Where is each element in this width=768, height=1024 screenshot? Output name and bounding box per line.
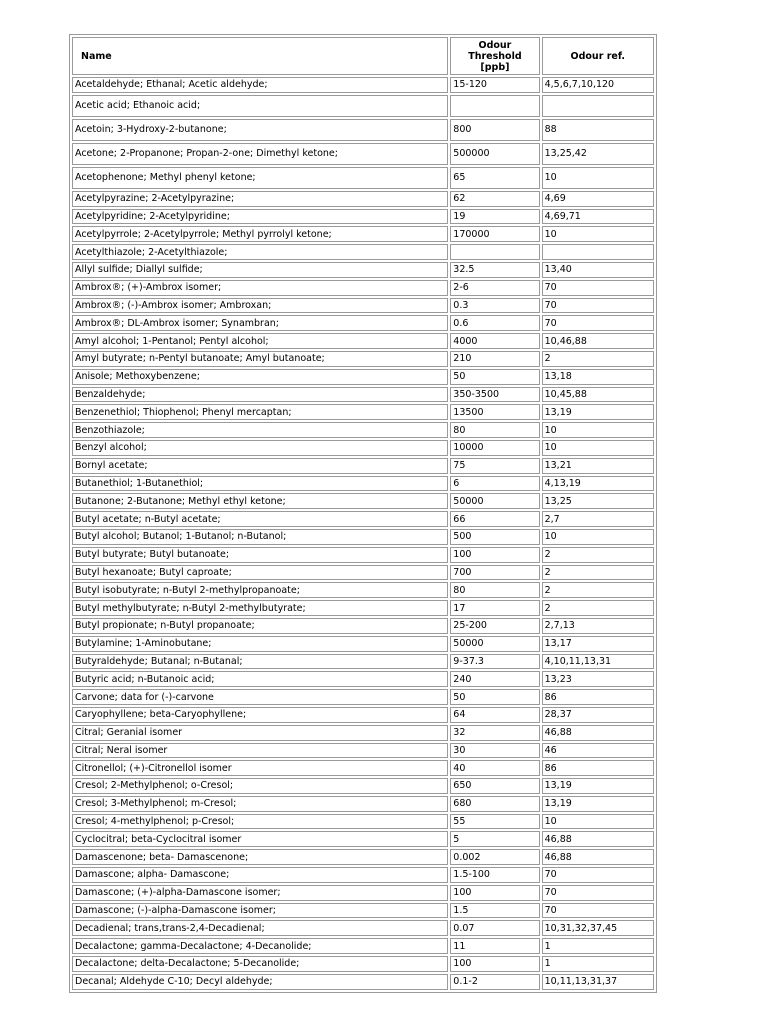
cell-odour-threshold: 800 bbox=[450, 119, 539, 141]
table-row bbox=[72, 191, 654, 207]
cell-odour-threshold bbox=[450, 95, 539, 117]
cell-odour-ref: 2 bbox=[542, 351, 654, 367]
cell-odour-threshold: 680 bbox=[450, 796, 539, 812]
table-row bbox=[72, 814, 654, 830]
table-row bbox=[72, 440, 654, 456]
cell-odour-ref: 70 bbox=[542, 903, 654, 919]
cell-odour-threshold: 80 bbox=[450, 582, 539, 598]
cell-odour-ref: 4,5,6,7,10,120 bbox=[542, 77, 654, 93]
cell-odour-threshold: 1.5 bbox=[450, 903, 539, 919]
table-row bbox=[72, 938, 654, 954]
cell-odour-threshold: 0.3 bbox=[450, 298, 539, 314]
table-row bbox=[72, 422, 654, 438]
header-odour-threshold: Odour Threshold [ppb] bbox=[450, 37, 539, 75]
cell-name: Acetylpyrrole; 2-Acetylpyrrole; Methyl pyrrolyl ketone; bbox=[72, 226, 448, 242]
cell-odour-ref: 13,19 bbox=[542, 778, 654, 794]
cell-odour-ref: 70 bbox=[542, 280, 654, 296]
table-row bbox=[72, 351, 654, 367]
table-row bbox=[72, 458, 654, 474]
cell-odour-ref: 70 bbox=[542, 867, 654, 883]
cell-odour-threshold: 240 bbox=[450, 671, 539, 687]
cell-odour-threshold: 13500 bbox=[450, 404, 539, 420]
cell-name: Decalactone; delta-Decalactone; 5-Decanolide; bbox=[72, 956, 448, 972]
cell-name: Butanone; 2-Butanone; Methyl ethyl ketone; bbox=[72, 493, 448, 509]
cell-odour-threshold: 50 bbox=[450, 689, 539, 705]
cell-odour-threshold: 30 bbox=[450, 743, 539, 759]
cell-odour-threshold: 350-3500 bbox=[450, 387, 539, 403]
cell-name: Acetic acid; Ethanoic acid; bbox=[72, 95, 448, 117]
table-row bbox=[72, 885, 654, 901]
cell-odour-ref: 46 bbox=[542, 743, 654, 759]
table-row bbox=[72, 920, 654, 936]
cell-odour-threshold: 55 bbox=[450, 814, 539, 830]
cell-name: Butyraldehyde; Butanal; n-Butanal; bbox=[72, 654, 448, 670]
cell-odour-ref: 70 bbox=[542, 315, 654, 331]
cell-name: Damascone; (-)-alpha-Damascone isomer; bbox=[72, 903, 448, 919]
cell-odour-ref: 1 bbox=[542, 956, 654, 972]
cell-odour-threshold: 66 bbox=[450, 511, 539, 527]
cell-name: Acetone; 2-Propanone; Propan-2-one; Dimethyl ketone; bbox=[72, 143, 448, 165]
table-row bbox=[72, 867, 654, 883]
cell-name: Damascenone; beta- Damascenone; bbox=[72, 849, 448, 865]
cell-odour-ref: 13,23 bbox=[542, 671, 654, 687]
table-row bbox=[72, 636, 654, 652]
cell-name: Citronellol; (+)-Citronellol isomer bbox=[72, 760, 448, 776]
table-row bbox=[72, 226, 654, 242]
table-row bbox=[72, 511, 654, 527]
table-row bbox=[72, 582, 654, 598]
cell-odour-threshold: 650 bbox=[450, 778, 539, 794]
header-name: Name bbox=[72, 37, 448, 75]
header-row bbox=[72, 37, 654, 75]
cell-odour-threshold: 500000 bbox=[450, 143, 539, 165]
cell-odour-threshold: 50 bbox=[450, 369, 539, 385]
cell-name: Butyl hexanoate; Butyl caproate; bbox=[72, 565, 448, 581]
table-row bbox=[72, 974, 654, 990]
table-row bbox=[72, 244, 654, 260]
table-row bbox=[72, 831, 654, 847]
table-row bbox=[72, 760, 654, 776]
cell-name: Butyl isobutyrate; n-Butyl 2-methylpropanoate; bbox=[72, 582, 448, 598]
cell-name: Ambrox®; (+)-Ambrox isomer; bbox=[72, 280, 448, 296]
cell-odour-ref: 2 bbox=[542, 600, 654, 616]
cell-odour-threshold: 4000 bbox=[450, 333, 539, 349]
cell-odour-ref: 2 bbox=[542, 547, 654, 563]
cell-name: Cresol; 4-methylphenol; p-Cresol; bbox=[72, 814, 448, 830]
cell-odour-ref: 10 bbox=[542, 529, 654, 545]
cell-name: Cresol; 3-Methylphenol; m-Cresol; bbox=[72, 796, 448, 812]
cell-odour-threshold: 25-200 bbox=[450, 618, 539, 634]
cell-name: Butyl methylbutyrate; n-Butyl 2-methylbutyrate; bbox=[72, 600, 448, 616]
table-row bbox=[72, 209, 654, 225]
cell-odour-ref: 46,88 bbox=[542, 849, 654, 865]
cell-odour-ref: 13,19 bbox=[542, 796, 654, 812]
cell-name: Acetylthiazole; 2-Acetylthiazole; bbox=[72, 244, 448, 260]
cell-odour-ref: 4,69 bbox=[542, 191, 654, 207]
cell-name: Citral; Geranial isomer bbox=[72, 725, 448, 741]
cell-name: Acetoin; 3-Hydroxy-2-butanone; bbox=[72, 119, 448, 141]
cell-odour-threshold: 0.002 bbox=[450, 849, 539, 865]
cell-odour-ref: 4,13,19 bbox=[542, 476, 654, 492]
cell-odour-threshold: 500 bbox=[450, 529, 539, 545]
cell-odour-threshold: 210 bbox=[450, 351, 539, 367]
cell-odour-ref: 86 bbox=[542, 689, 654, 705]
cell-name: Caryophyllene; beta-Caryophyllene; bbox=[72, 707, 448, 723]
cell-odour-ref: 10 bbox=[542, 226, 654, 242]
table-row bbox=[72, 849, 654, 865]
cell-odour-threshold: 100 bbox=[450, 956, 539, 972]
cell-odour-ref: 28,37 bbox=[542, 707, 654, 723]
cell-name: Butyl acetate; n-Butyl acetate; bbox=[72, 511, 448, 527]
cell-odour-threshold: 9-37.3 bbox=[450, 654, 539, 670]
table-row bbox=[72, 77, 654, 93]
cell-odour-ref: 13,21 bbox=[542, 458, 654, 474]
cell-odour-ref: 10 bbox=[542, 814, 654, 830]
table-row bbox=[72, 280, 654, 296]
table-row bbox=[72, 387, 654, 403]
cell-name: Butanethiol; 1-Butanethiol; bbox=[72, 476, 448, 492]
cell-name: Butyl alcohol; Butanol; 1-Butanol; n-Butanol; bbox=[72, 529, 448, 545]
cell-odour-ref: 13,25 bbox=[542, 493, 654, 509]
table-row bbox=[72, 143, 654, 165]
table-header bbox=[72, 37, 654, 75]
cell-odour-threshold: 100 bbox=[450, 885, 539, 901]
cell-odour-threshold: 19 bbox=[450, 209, 539, 225]
cell-odour-threshold: 11 bbox=[450, 938, 539, 954]
table-row bbox=[72, 600, 654, 616]
cell-odour-ref: 10 bbox=[542, 167, 654, 189]
cell-odour-threshold: 0.07 bbox=[450, 920, 539, 936]
table-row bbox=[72, 476, 654, 492]
cell-name: Decanal; Aldehyde C-10; Decyl aldehyde; bbox=[72, 974, 448, 990]
cell-name: Acetophenone; Methyl phenyl ketone; bbox=[72, 167, 448, 189]
table-row bbox=[72, 262, 654, 278]
table-row bbox=[72, 956, 654, 972]
cell-name: Bornyl acetate; bbox=[72, 458, 448, 474]
cell-odour-threshold: 62 bbox=[450, 191, 539, 207]
cell-odour-threshold: 65 bbox=[450, 167, 539, 189]
cell-odour-ref: 10,45,88 bbox=[542, 387, 654, 403]
cell-odour-ref: 2 bbox=[542, 582, 654, 598]
cell-odour-threshold: 0.1-2 bbox=[450, 974, 539, 990]
cell-name: Ambrox®; DL-Ambrox isomer; Synambran; bbox=[72, 315, 448, 331]
cell-odour-threshold: 6 bbox=[450, 476, 539, 492]
cell-odour-ref: 13,19 bbox=[542, 404, 654, 420]
cell-name: Anisole; Methoxybenzene; bbox=[72, 369, 448, 385]
table-row bbox=[72, 369, 654, 385]
table-row bbox=[72, 167, 654, 189]
cell-odour-ref: 10 bbox=[542, 440, 654, 456]
header-odour-ref: Odour ref. bbox=[542, 37, 654, 75]
cell-odour-ref: 70 bbox=[542, 885, 654, 901]
cell-odour-threshold: 15-120 bbox=[450, 77, 539, 93]
cell-name: Benzaldehyde; bbox=[72, 387, 448, 403]
cell-name: Ambrox®; (-)-Ambrox isomer; Ambroxan; bbox=[72, 298, 448, 314]
cell-odour-threshold: 10000 bbox=[450, 440, 539, 456]
cell-odour-ref: 1 bbox=[542, 938, 654, 954]
cell-name: Allyl sulfide; Diallyl sulfide; bbox=[72, 262, 448, 278]
table-row bbox=[72, 743, 654, 759]
cell-name: Cresol; 2-Methylphenol; o-Cresol; bbox=[72, 778, 448, 794]
table-row bbox=[72, 671, 654, 687]
table-row bbox=[72, 725, 654, 741]
cell-name: Benzyl alcohol; bbox=[72, 440, 448, 456]
cell-odour-threshold: 50000 bbox=[450, 493, 539, 509]
table-row bbox=[72, 903, 654, 919]
cell-odour-ref: 86 bbox=[542, 760, 654, 776]
cell-name: Butyric acid; n-Butanoic acid; bbox=[72, 671, 448, 687]
cell-odour-threshold: 100 bbox=[450, 547, 539, 563]
cell-name: Acetylpyridine; 2-Acetylpyridine; bbox=[72, 209, 448, 225]
cell-odour-ref: 10,31,32,37,45 bbox=[542, 920, 654, 936]
cell-odour-threshold: 5 bbox=[450, 831, 539, 847]
cell-odour-ref: 10,11,13,31,37 bbox=[542, 974, 654, 990]
cell-odour-threshold bbox=[450, 244, 539, 260]
table-row bbox=[72, 689, 654, 705]
cell-name: Acetaldehyde; Ethanal; Acetic aldehyde; bbox=[72, 77, 448, 93]
cell-odour-ref bbox=[542, 95, 654, 117]
table-row bbox=[72, 547, 654, 563]
cell-odour-ref: 10 bbox=[542, 422, 654, 438]
cell-name: Citral; Neral isomer bbox=[72, 743, 448, 759]
cell-odour-threshold: 2-6 bbox=[450, 280, 539, 296]
cell-name: Butyl propionate; n-Butyl propanoate; bbox=[72, 618, 448, 634]
table-row bbox=[72, 654, 654, 670]
cell-name: Decalactone; gamma-Decalactone; 4-Decanolide; bbox=[72, 938, 448, 954]
table-row bbox=[72, 618, 654, 634]
cell-name: Damascone; (+)-alpha-Damascone isomer; bbox=[72, 885, 448, 901]
odour-threshold-table bbox=[69, 34, 657, 993]
table-row bbox=[72, 333, 654, 349]
table-row bbox=[72, 778, 654, 794]
cell-odour-threshold: 700 bbox=[450, 565, 539, 581]
cell-odour-ref: 88 bbox=[542, 119, 654, 141]
cell-odour-threshold: 64 bbox=[450, 707, 539, 723]
cell-name: Amyl butyrate; n-Pentyl butanoate; Amyl butanoate; bbox=[72, 351, 448, 367]
cell-odour-ref bbox=[542, 244, 654, 260]
table-row bbox=[72, 315, 654, 331]
cell-odour-threshold: 32 bbox=[450, 725, 539, 741]
table-row bbox=[72, 529, 654, 545]
cell-odour-ref: 2 bbox=[542, 565, 654, 581]
table-row bbox=[72, 493, 654, 509]
table-row bbox=[72, 796, 654, 812]
cell-odour-ref: 46,88 bbox=[542, 725, 654, 741]
table-body bbox=[72, 77, 654, 990]
table-row bbox=[72, 404, 654, 420]
cell-odour-ref: 2,7,13 bbox=[542, 618, 654, 634]
cell-name: Acetylpyrazine; 2-Acetylpyrazine; bbox=[72, 191, 448, 207]
cell-odour-threshold: 1.5-100 bbox=[450, 867, 539, 883]
cell-odour-threshold: 170000 bbox=[450, 226, 539, 242]
cell-odour-ref: 13,40 bbox=[542, 262, 654, 278]
cell-name: Cyclocitral; beta-Cyclocitral isomer bbox=[72, 831, 448, 847]
cell-name: Decadienal; trans,trans-2,4-Decadienal; bbox=[72, 920, 448, 936]
table-row bbox=[72, 298, 654, 314]
cell-name: Benzothiazole; bbox=[72, 422, 448, 438]
cell-name: Carvone; data for (-)-carvone bbox=[72, 689, 448, 705]
cell-odour-ref: 13,25,42 bbox=[542, 143, 654, 165]
cell-odour-threshold: 50000 bbox=[450, 636, 539, 652]
cell-odour-ref: 2,7 bbox=[542, 511, 654, 527]
table-row bbox=[72, 95, 654, 117]
cell-name: Amyl alcohol; 1-Pentanol; Pentyl alcohol; bbox=[72, 333, 448, 349]
cell-odour-threshold: 80 bbox=[450, 422, 539, 438]
cell-odour-ref: 13,18 bbox=[542, 369, 654, 385]
cell-odour-ref: 10,46,88 bbox=[542, 333, 654, 349]
cell-odour-threshold: 32.5 bbox=[450, 262, 539, 278]
cell-odour-threshold: 0.6 bbox=[450, 315, 539, 331]
cell-name: Butylamine; 1-Aminobutane; bbox=[72, 636, 448, 652]
cell-odour-ref: 4,10,11,13,31 bbox=[542, 654, 654, 670]
cell-name: Butyl butyrate; Butyl butanoate; bbox=[72, 547, 448, 563]
table-row bbox=[72, 119, 654, 141]
table-row bbox=[72, 707, 654, 723]
cell-name: Benzenethiol; Thiophenol; Phenyl mercaptan; bbox=[72, 404, 448, 420]
cell-odour-ref: 13,17 bbox=[542, 636, 654, 652]
cell-odour-ref: 4,69,71 bbox=[542, 209, 654, 225]
cell-odour-ref: 70 bbox=[542, 298, 654, 314]
cell-name: Damascone; alpha- Damascone; bbox=[72, 867, 448, 883]
table-row bbox=[72, 565, 654, 581]
cell-odour-threshold: 75 bbox=[450, 458, 539, 474]
cell-odour-threshold: 40 bbox=[450, 760, 539, 776]
cell-odour-ref: 46,88 bbox=[542, 831, 654, 847]
cell-odour-threshold: 17 bbox=[450, 600, 539, 616]
